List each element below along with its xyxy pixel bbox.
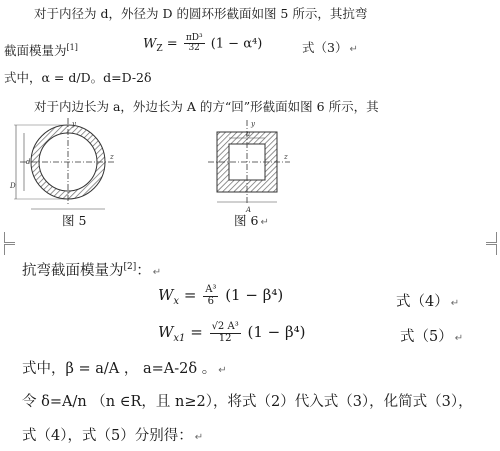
upper-line-3: 式中，α = d/D。d=D-2δ (4, 70, 152, 85)
equation-3: $W_Z$ = $\frac{\text{πD³}}{32}$ (1 − α⁴) (143, 33, 263, 55)
crop-mark-bottom-left (4, 232, 15, 243)
upper-line-4: 对于内边长为 a，外边长为 A 的方“回”形截面如图 6 所示，其 (34, 99, 379, 114)
crop-mark-top-left (4, 244, 15, 255)
crop-mark-top-right (486, 244, 497, 255)
citation-ref-2[interactable]: [2] (123, 262, 137, 272)
equation-5-label: 式（5） ↵ (400, 329, 464, 345)
crop-mark-bottom-right (486, 232, 497, 243)
figure-5-caption: 图 5 (62, 213, 87, 228)
fig5-dim-D: D (10, 182, 16, 190)
fig5-axis-y: y (72, 120, 76, 128)
fig6-axis-z: z (284, 153, 288, 161)
lower-line-1: 抗弯截面模量为[2]： ↵ (22, 262, 162, 279)
fig6-axis-y: y (251, 120, 255, 128)
upper-line-2: 截面模量为[1] (4, 43, 78, 59)
figure-6-caption: 图 6 ↵ (234, 213, 269, 228)
fig5-axis-z: z (110, 153, 114, 161)
upper-line-1: 对于内径为 d，外径为 D 的圆环形截面如图 5 所示，其抗弯 (34, 6, 368, 21)
equation-3-label: 式（3） ↵ (302, 40, 358, 55)
figures-area (0, 114, 500, 224)
citation-ref-1[interactable]: [1] (66, 43, 78, 52)
equation-4-label: 式（4） ↵ (396, 294, 460, 310)
fig6-dim-A: A (246, 206, 252, 214)
fig5-dim-d: d (26, 158, 31, 166)
equation-5: $W_{x1}$ = $\frac{\text{√2 A³}}{12}$ (1 − β⁴) (158, 321, 306, 344)
fig6-dim-a: a (246, 130, 251, 138)
equation-4: $W_x$ = $\frac{\text{A³}}{6}$ (1 − β⁴) (158, 284, 284, 307)
lower-line-last: 式（4），式（5）分别得： ↵ (22, 428, 204, 444)
lower-line-delta: 令 δ=A/n （n ∈R，且 n≥2），将式（2）代入式（3），化简式（3）， (22, 394, 473, 410)
lower-line-beta: 式中，β = a/A ， a=A-2δ 。 ↵ (22, 361, 227, 377)
